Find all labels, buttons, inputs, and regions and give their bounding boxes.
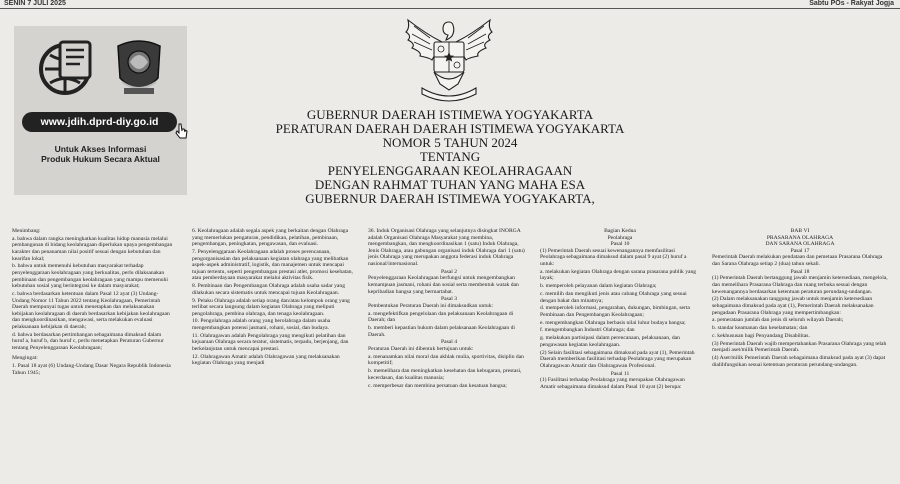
col4-para-9: f. mengembangkan Industri Olahraga; dan: [540, 327, 635, 334]
jdih-advertisement: [14, 26, 187, 195]
col4-para-8: e. mengembangkan Olahraga berbasis nilai luhur budaya bangsa;: [540, 319, 686, 326]
title-subject: PENYELENGGARAAN KEOLAHRAGAAN: [327, 163, 573, 178]
title-governor-closing: GUBERNUR DAERAH ISTIMEWA YOGYAKARTA,: [305, 191, 595, 206]
col4-para-3: (1) Pemerintah Daerah sesuai kewenangannya memfasilitasi Peolahraga sebagaimana dimaksud dalam pasal 9 ayat (2) huruf a untuk:: [540, 247, 687, 267]
col2-para-6: 12. Olahragawan Amatir adalah Olahragawan yang melaksanakan kegiatan Olahraga yang menjadi: [192, 353, 340, 367]
col5-para-7: (2) Dalam melaksanakan tanggung jawab untuk menjamin ketersediaan sebagaimana dimaksud pada ayat (1), Pemerintah Daerah melaksanakan pengadaan Prasarana Olahraga yang mempertimbangkan:: [712, 296, 874, 316]
body-column-1: [12, 228, 174, 484]
col5-para-8: a. pemerataan jumlah dan jenis di seluruh wilayah Daerah;: [712, 317, 844, 324]
col3-para-4: Pembentukan Peraturan Daerah ini dimaksudkan untuk:: [368, 302, 494, 309]
tagline-line-2: Produk Hukum Secara Aktual: [41, 154, 160, 164]
garuda-pancasila-emblem-icon: [396, 14, 502, 106]
jdih-tagline: [14, 144, 187, 164]
body-column-2: [192, 228, 354, 484]
col4-para-7: d. memperoleh informasi, pengarahan, dukungan, bimbingan, serta Pembinaan dan Pengembangan Keolahragaan;: [540, 305, 690, 318]
col4-para-4: a. melakukan kegiatan Olahraga dengan sarana prasarana publik yang layak;: [540, 268, 697, 282]
col5-heading-sarana: DAN SARANA OLAHRAGA: [765, 241, 835, 248]
page-header-strip: [0, 0, 900, 9]
col2-para-3: 9. Pelaku Olahraga adalah setiap orang dan/atau kelompok orang yang terlibat secara langsung dalam kegiatan Olahraga yang meliputi pengolahraga, pembina olahraga, dan tenaga keolahragaan.: [192, 297, 350, 317]
col5-heading-pasal-18: Pasal 18: [790, 268, 810, 275]
dprd-diy-emblem-icon: [112, 38, 166, 100]
col5-para-12: (4) Aset/milik Pemerintah Daerah sebagaimana dimaksud pada ayat (3) dapat dialihfungsikan sesuai ketentuan peraturan perundang-undangan.: [712, 355, 886, 368]
col1-para-5: Mengingat:: [12, 355, 38, 362]
col1-para-6: 1. Pasal 18 ayat (6) Undang-Undang Dasar Negara Republik Indonesia Tahun 1945;: [12, 363, 171, 376]
title-regulation: PERATURAN DAERAH DAERAH ISTIMEWA YOGYAKARTA: [275, 121, 625, 136]
col5-para-4: Pemerintah Daerah melakukan pendataan dan pemetaan Prasarana Olahraga dan Sarana Olahraga setiap 2 (dua) tahun sekali.: [712, 254, 883, 267]
col2-para-2: 8. Pembinaan dan Pengembangan Olahraga adalah usaha sadar yang dilakukan secara sistematis untuk mencapai tujuan Keolahragaan.: [192, 283, 345, 296]
col4-para-6: c. memilih dan mengikuti jenis atau cabang Olahraga yang sesuai dengan bakat dan minatnya;: [540, 290, 687, 304]
col1-para-4: d. bahwa berdasarkan pertimbangan sebagaimana dimaksud dalam huruf a, huruf b, dan huruf c, perlu menetapkan Peraturan Gubernur tentang Penyelenggaraan Keolahragaan;: [12, 331, 164, 351]
body-column-5: [712, 228, 888, 484]
col2-para-5: 11. Olahragawan adalah Pengolahraga yang mengikuti pelatihan dan kejuaraan Olahraga secara teratur, sistematis, terpadu, berjenjang, dan berkelanjutan untuk mencapai prestasi.: [192, 332, 349, 353]
jdih-globe-logo-icon: [36, 40, 94, 98]
col4-para-5: b. memperoleh pelayanan dalam kegiatan Olahraga;: [540, 283, 657, 290]
col3-para-10: b. memelihara dan meningkatkan kesehatan dan kebugaran, prestasi, kecerdasan, dan kualitas manusia;: [368, 368, 522, 381]
col4-heading-pasal-10: Pasal 10: [610, 241, 630, 248]
col2-para-4: 10. Pengolahraga adalah orang yang berolahraga dalam usaha mengembangkan potensi jasmani, rohani, sosial, dan budaya.: [192, 318, 331, 332]
col4-heading-peolahraga: Peolahraga: [607, 234, 633, 241]
col4-heading-bagian: Bagian Kedua: [604, 228, 636, 234]
col1-para-0: Menimbang:: [12, 228, 41, 234]
col3-para-2: Penyelenggaraan Keolahragaan berfungsi untuk mengembangkan kemampuan jasmani, rohani dan sosial serta membentuk watak dan kepribadian bangsa yang bermartabat.: [368, 275, 519, 295]
col2-para-1: 7. Penyelenggaraan Keolahragaan adalah proses perencanaan, pengorganisasian dan pelaksanaan kegiatan olahraga yang melibatkan aspek-aspek administratif, logistik, dan manajemen untuk mencapai tujuan tertentu, seperti pengembangan prestasi atlet, promosi kesehatan, atau pemberdayaan masyarakat melalui aktivitas fisik.: [192, 248, 353, 282]
col4-para-11: (2) Selain fasilitasi sebagaimana dimaksud pada ayat (1), Pemerintah Daerah memberikan fasilitasi terhadap Peolahraga yang merupakan Olahragawan Amatir dan Olahragawan Profesional.: [540, 349, 695, 369]
regulation-title-block: [240, 108, 660, 206]
col5-heading-prasarana: PRASARANA OLAHRAGA: [766, 234, 834, 241]
regulation-body-columns: [0, 228, 900, 484]
col5-heading-pasal-17: Pasal 17: [790, 247, 810, 254]
body-column-4: [540, 228, 700, 484]
col1-para-1: a. bahwa dalam rangka meningkatkan kualitas hidup manusia melalui pembangunan di bidang keolahragaan diperlukan upaya pengembangan karakter dan penanaman nilai positif sesuai dengan kebutuhan dan kearifan lokal;: [12, 235, 173, 262]
col3-para-6: b. memberi kepastian hukum dalam pelaksanaan Keolahragaan di Daerah.: [368, 325, 515, 338]
col5-para-11: (3) Pemerintah Daerah wajib mempertahankan Prasarana Olahraga yang telah menjadi aset/milik Pemerintah Daerah.: [712, 340, 887, 354]
title-invocation: DENGAN RAHMAT TUHAN YANG MAHA ESA: [314, 177, 586, 192]
col1-para-2: b. bahwa untuk memenuhi kebutuhan masyarakat terhadap penyelenggaraan keolahragaan yang berkualitas, perlu dilaksanakan pembinaan dan pengembangan keolahragaan yang mampu memenuhi kebutuhan sosial yang berintegrasi ke dalam masyarakat;: [12, 263, 168, 290]
col4-heading-pasal-11: Pasal 11: [610, 370, 630, 377]
body-column-3: [368, 228, 530, 484]
jdih-url-badge: www.jdih.dprd-diy.go.id: [22, 112, 177, 132]
col3-para-5: a. mengefektifkan pengelolaan dan pelaksanaan Keolahragaan di Daerah; dan: [368, 310, 514, 324]
col1-para-3: c. bahwa berdasarkan ketentuan dalam Pasal 12 ayat (3) Undang-Undang Nomor 11 Tahun 2022 tentang Keolahragaan, Pemerintah Daerah mempunyai tugas untuk menetapkan dan melaksanakan kebijakan keolahragaan di daerah berdasarkan kebijakan keolahragaan dan mengkoordinasikan, mengawasi, serta melakukan evaluasi pelaksanaan kebijakan di daerah;: [12, 290, 170, 330]
title-governor: GUBERNUR DAERAH ISTIMEWA YOGYAKARTA: [306, 107, 594, 122]
col3-para-9: a. menanamkan nilai moral dan akhlak mulia, sportivitas, disiplin dan kompetitif;: [368, 353, 524, 367]
col5-para-9: b. standar keamanan dan keselamatan; dan: [712, 325, 808, 332]
header-publication: Sabtu POs - Rakyat Jogja: [809, 0, 894, 7]
col3-heading-pasal-2: Pasal 2: [440, 268, 457, 275]
tagline-line-1: Untuk Akses Informasi: [54, 144, 147, 154]
col3-heading-pasal-4: Pasal 4: [440, 339, 457, 346]
header-date: SENIN 7 JULI 2025: [4, 0, 66, 7]
col3-heading-pasal-3: Pasal 3: [440, 296, 457, 303]
title-about: TENTANG: [419, 149, 481, 164]
pointer-cursor-icon: [174, 122, 190, 140]
col3-para-8: Peraturan Daerah ini dibentuk bertujuan untuk:: [368, 346, 474, 353]
col2-para-0: 6. Keolahragaan adalah segala aspek yang berkaitan dengan Olahraga yang memerlukan pengaturan, pendidikan, pelatihan, pembinaan, pengembangan, peningkatan, pengawasan, dan evaluasi.: [192, 228, 349, 248]
col5-para-10: c. kekhususan bagi Penyandang Disabilitas.: [712, 332, 810, 339]
col4-para-10: g. melakukan partisipasi dalam perencanaan, pelaksanaan, dan pengawasan kegiatan keolahragaan.: [540, 335, 680, 348]
col3-para-11: c. memperbesar dan membina persatuan dan kesatuan bangsa;: [368, 382, 507, 389]
col5-para-6: (1) Pemerintah Daerah bertanggung jawab menjamin ketersediaan, mengelola, dan memelihara Prasarana Olahraga dan ruang terbuka sesuai dengan kewenangannya berdasarkan ketentuan peraturan perundang-undangan.: [712, 275, 888, 295]
col4-para-13: (1) Fasilitasi terhadap Peolahraga yang merupakan Olahragawan Amatir sebagaimana dimaksud dalam Pasal 10 ayat (2) berupa:: [540, 377, 685, 390]
col5-heading-bab: BAB VI: [790, 228, 810, 234]
col3-para-0: 36. Induk Organisasi Olahraga yang selanjutnya disingkat INORGA adalah Organisasi Olahraga Masyarakat yang membina, mengembangkan, dan mengkoordinasikan 1 (satu) Induk Olahraga, Jenis Olahraga, atau gabungan organisasi induk Olahraga dari 1 (satu) jenis Olahraga yang merupakan anggota federasi induk Olahraga nasional/internasional.: [368, 228, 525, 267]
title-number: NOMOR 5 TAHUN 2024: [382, 135, 518, 150]
